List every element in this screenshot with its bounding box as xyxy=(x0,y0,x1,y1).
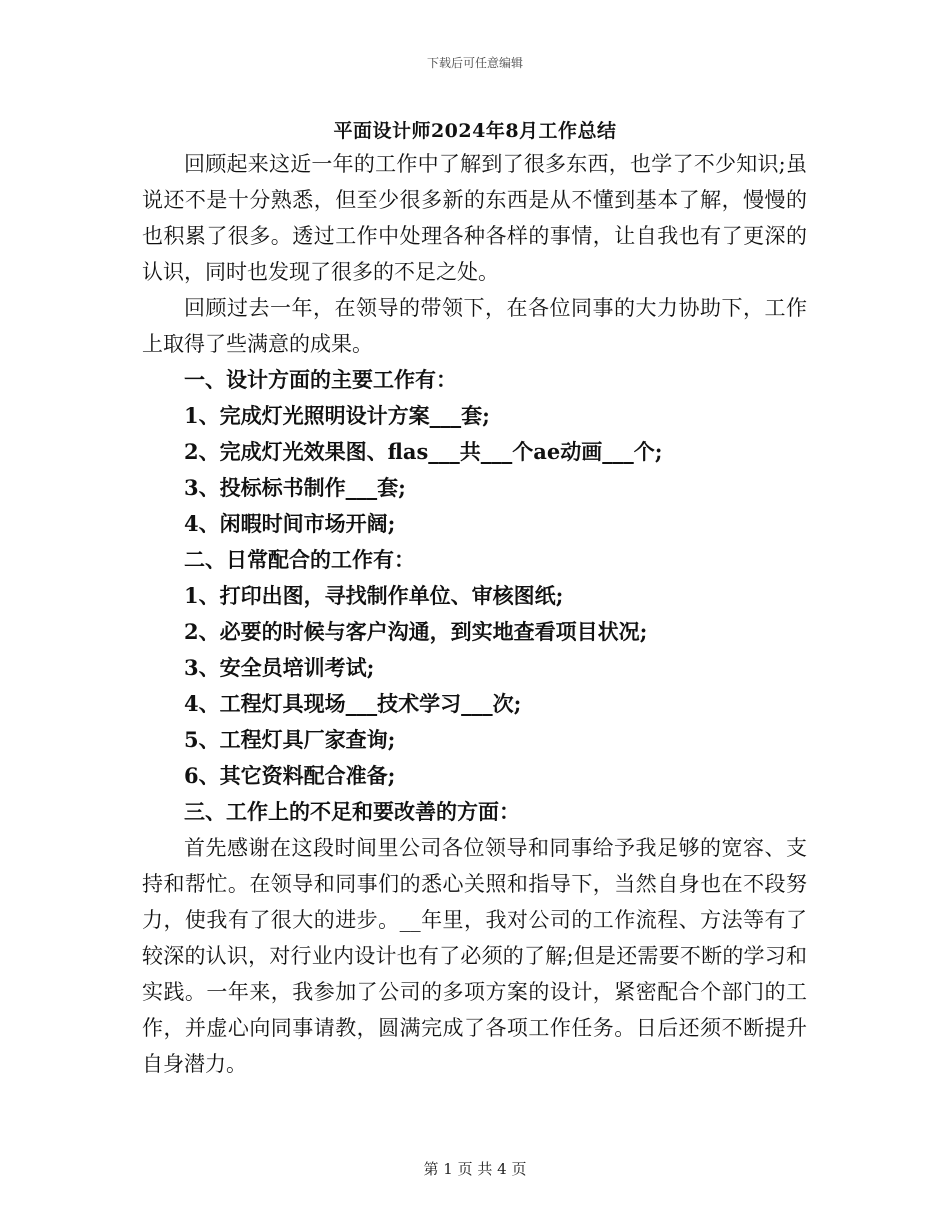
list-item: 4、闲暇时间市场开阔; xyxy=(184,511,396,536)
list-item: 4、工程灯具现场___技术学习___次; xyxy=(184,691,522,716)
document-body xyxy=(142,146,807,1082)
section-heading-design: 一、设计方面的主要工作有： xyxy=(184,367,457,392)
list-item: 3、投标标书制作___套; xyxy=(184,475,406,500)
list-item: 1、完成灯光照明设计方案___套; xyxy=(184,403,490,428)
page-number-footer: 第 1 页 共 4 页 xyxy=(423,1160,527,1178)
list-item: 2、必要的时候与客户沟通，到实地查看项目状况; xyxy=(184,619,648,644)
header-note: 下载后可任意编辑 xyxy=(426,56,523,70)
improvement-paragraph: 首先感谢在这段时间里公司各位领导和同事给予我足够的宽容、支持和帮忙。在领导和同事们的悉心关照和指导下，当然自身也在不段努力，使我有了很大的进步。__年里，我对公司的工作流程、方法等有了较深的认识，对行业内设计也有了必须的了解;但是还需要不断的学习和实践。一年来，我参加了公司的多项方案的设计，紧密配合个部门的工作，并虚心向同事请教，圆满完成了各项工作任务。日后还须不断提升自身潜力。 xyxy=(142,836,807,1076)
section-heading-daily: 二、日常配合的工作有： xyxy=(184,547,415,572)
list-item: 2、完成灯光效果图、flas___共___个ae动画___个; xyxy=(184,439,663,464)
summary-paragraph: 回顾过去一年，在领导的带领下，在各位同事的大力协助下，工作上取得了些满意的成果。 xyxy=(142,296,807,356)
list-item: 1、打印出图，寻找制作单位、审核图纸; xyxy=(184,583,564,608)
document-title: 平面设计师2024年8月工作总结 xyxy=(333,120,617,142)
list-item: 3、安全员培训考试; xyxy=(184,655,375,680)
list-item: 5、工程灯具厂家查询; xyxy=(184,727,396,752)
list-item: 6、其它资料配合准备; xyxy=(184,763,396,788)
section-heading-improvement: 三、工作上的不足和要改善的方面： xyxy=(184,799,520,824)
intro-paragraph: 回顾起来这近一年的工作中了解到了很多东西，也学了不少知识;虽说还不是十分熟悉，但至少很多新的东西是从不懂到基本了解，慢慢的也积累了很多。透过工作中处理各种各样的事情，让自我也有了更深的认识，同时也发现了很多的不足之处。 xyxy=(142,152,807,284)
